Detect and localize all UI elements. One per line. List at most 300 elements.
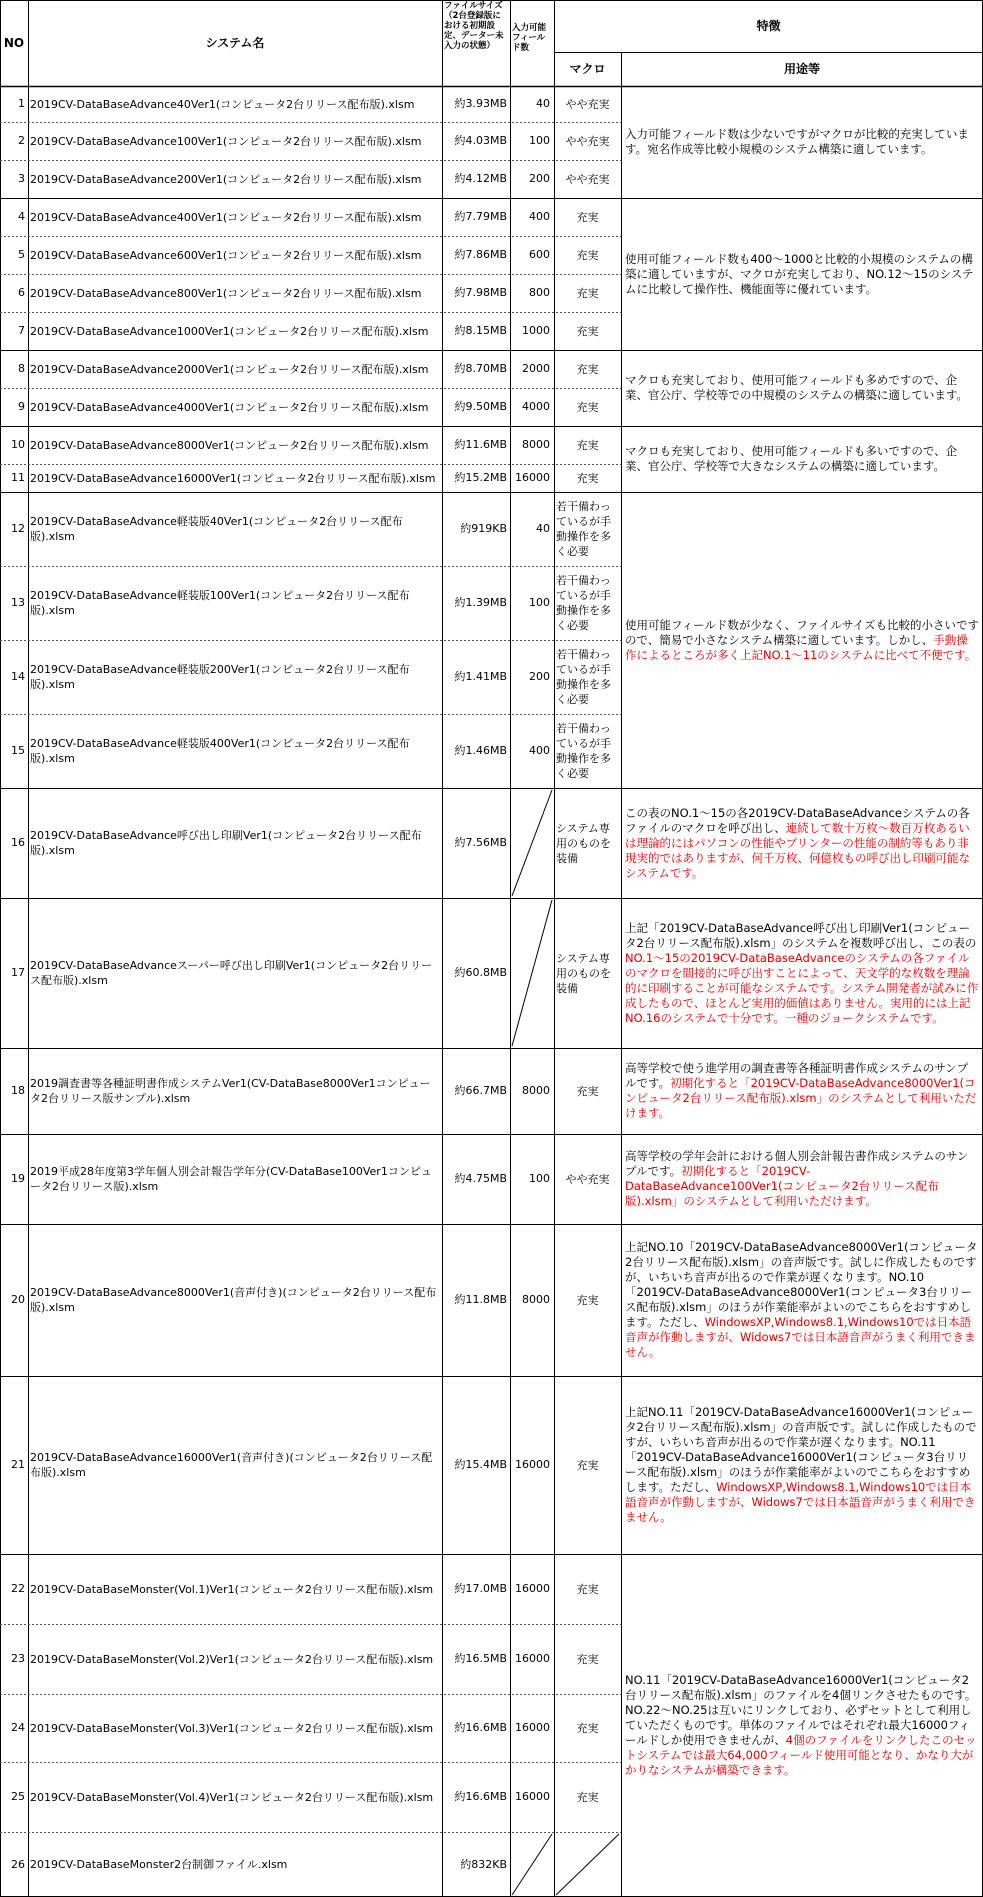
row-file-size-text: 約15.2MB [454, 471, 507, 484]
row-input-fields [510, 640, 554, 714]
row-system-name [28, 274, 442, 312]
row-input-fields-text: 16000 [515, 1721, 550, 1734]
row-macro-text: 充実 [576, 1721, 599, 1735]
row-no [0, 160, 28, 198]
row-system-name-text: 2019CV-DataBaseAdvance8000Ver1(コンピュータ2台リリース配布版).xlsm [30, 438, 429, 452]
row-no [0, 1376, 28, 1554]
row-system-name-text: 2019CV-DataBaseMonster2台制御ファイル.xlsm [30, 1858, 288, 1871]
row-file-size-text: 約8.70MB [454, 362, 507, 375]
row-input-fields [510, 312, 554, 350]
row-no-text: 3 [18, 172, 25, 185]
row-file-size-text: 約7.56MB [454, 836, 507, 849]
row-macro [554, 160, 621, 198]
row-input-fields-text: 40 [536, 97, 550, 110]
row-no [0, 312, 28, 350]
usage-text [625, 127, 979, 157]
usage-text [625, 618, 979, 663]
row-macro-text: 充実 [576, 400, 599, 414]
row-macro [554, 714, 621, 788]
row-macro-text: 若干備わっているが手動操作を多く必要 [556, 722, 611, 780]
row-macro [554, 86, 621, 122]
row-no [0, 1554, 28, 1624]
usage-cell [621, 1376, 983, 1554]
row-file-size [442, 464, 510, 492]
row-no [0, 1134, 28, 1224]
row-macro [554, 1762, 621, 1832]
row-system-name-text: 2019CV-DataBaseMonster(Vol.2)Ver1(コンピュータ2台リリース配布版).xlsm [30, 1652, 434, 1666]
row-no-text: 11 [11, 471, 25, 484]
usage-text [625, 1405, 979, 1525]
row-macro-text: 充実 [576, 1458, 599, 1472]
row-system-name-text: 2019CV-DataBaseAdvance軽装版40Ver1(コンピュータ2台リリース配布版).xlsm [30, 515, 403, 543]
usage-text [625, 806, 979, 881]
row-macro [554, 236, 621, 274]
row-macro-text: 充実 [576, 362, 599, 376]
row-macro-text: 充実 [576, 1084, 599, 1098]
row-macro-text: 充実 [576, 1790, 599, 1804]
row-macro-text: 充実 [576, 248, 599, 262]
row-input-fields-text: 200 [529, 670, 550, 683]
row-no [0, 566, 28, 640]
row-macro-text: やや充実 [565, 1172, 610, 1186]
row-file-size-text: 約9.50MB [454, 400, 507, 413]
row-system-name-text: 2019CV-DataBaseAdvance600Ver1(コンピュータ2台リリース配布版).xlsm [30, 248, 422, 262]
header-no: NO [3, 36, 25, 50]
row-macro [554, 350, 621, 388]
row-file-size [442, 1762, 510, 1832]
row-input-fields-text: 100 [529, 134, 550, 147]
row-macro-text: 充実 [576, 438, 599, 452]
row-macro-text: 充実 [576, 471, 599, 485]
row-file-size-text: 約60.8MB [454, 966, 507, 979]
usage-text-black: 上記NO.11「2019CV-DataBaseAdvance16000Ver1(コンピュータ2台リリース配布版).xlsm」の音声版です。試しに作成したものですが、いちいち音声が出るので作業が遅くなります。NO.11「2019CV-DataBaseAdvance16000Ver1(コンピュータ3台リリース配布版).xlsm」のほうが作業能率がよいのでこちらをおすすめします。ただし、 [625, 1405, 977, 1494]
row-macro-text: 若干備わっているが手動操作を多く必要 [556, 648, 611, 706]
usage-text [625, 1061, 979, 1121]
usage-text-black: マクロも充実しており、使用可能フィールドも多いですので、企業、官公庁、学校等で大きなシステムの構築に適しています。 [625, 444, 958, 473]
row-system-name-text: 2019CV-DataBaseAdvance800Ver1(コンピュータ2台リリース配布版).xlsm [30, 286, 422, 300]
row-macro [554, 1376, 621, 1554]
row-input-fields [510, 350, 554, 388]
row-input-fields [510, 160, 554, 198]
row-system-name [28, 898, 442, 1048]
row-macro-text: やや充実 [565, 172, 610, 186]
row-system-name-text: 2019CV-DataBaseAdvance8000Ver1(音声付き)(コンピュータ2台リリース配布版).xlsm [30, 1286, 437, 1314]
row-macro-text: 充実 [576, 286, 599, 300]
row-file-size [442, 1376, 510, 1554]
usage-text [625, 1149, 979, 1209]
row-input-fields-text: 8000 [522, 1084, 550, 1097]
usage-text [625, 1240, 979, 1360]
row-file-size-text: 約832KB [460, 1857, 507, 1871]
row-system-name-text: 2019平成28年度第3学年個人別会計報告学年分(CV-DataBase100Ver1コンピュータ2台リリース版).xlsm [30, 1165, 432, 1193]
row-no-text: 10 [11, 438, 25, 451]
row-no-text: 23 [11, 1652, 25, 1665]
row-macro-text: 充実 [576, 210, 599, 224]
row-no-text: 13 [11, 596, 25, 609]
row-no [0, 426, 28, 464]
usage-text-red: 初期化すると「2019CV-DataBaseAdvance100Ver1(コンピュータ2台リリース配布版).xlsm」のシステムとして利用いただけます。 [625, 1164, 939, 1208]
row-no [0, 1624, 28, 1694]
row-input-fields [510, 1762, 554, 1832]
usage-text [625, 444, 979, 474]
row-file-size [442, 86, 510, 122]
header-usage: 用途等 [783, 62, 820, 76]
row-system-name [28, 312, 442, 350]
row-file-size-text: 約17.0MB [454, 1582, 507, 1595]
header-system-name: システム名 [205, 36, 265, 50]
row-system-name-text: 2019CV-DataBaseAdvance4000Ver1(コンピュータ2台リリース配布版).xlsm [30, 400, 429, 414]
usage-text [625, 252, 979, 297]
row-no [0, 274, 28, 312]
usage-text-black: 上記「2019CV-DataBaseAdvance呼び出し印刷Ver1(コンピュータ2台リリース配布版).xlsm」のシステムを複数呼び出し、この表の [625, 920, 977, 950]
row-system-name [28, 640, 442, 714]
row-file-size [442, 274, 510, 312]
row-file-size [442, 1134, 510, 1224]
row-file-size-text: 約7.79MB [454, 210, 507, 223]
row-no [0, 464, 28, 492]
row-file-size-text: 約1.39MB [454, 596, 507, 609]
usage-text-black: 入力可能フィールド数は少ないですがマクロが比較的充実しています。宛名作成等比較小規模のシステム構築に適しています。 [625, 127, 969, 156]
row-macro [554, 788, 621, 898]
row-input-fields-text: 16000 [515, 1790, 550, 1803]
row-no [0, 1048, 28, 1134]
row-system-name-text: 2019CV-DataBaseAdvance1000Ver1(コンピュータ2台リリース配布版).xlsm [30, 324, 429, 338]
row-no [0, 1694, 28, 1762]
row-macro-text: システム専用のものを装備 [556, 821, 611, 865]
usage-text-red: 初期化すると「2019CV-DataBaseAdvance8000Ver1(コンピュータ2台リリース配布版).xlsm」のシステムとして利用いただけます。 [625, 1076, 977, 1120]
row-no-text: 15 [11, 744, 25, 757]
row-input-fields-text: 100 [529, 596, 550, 609]
row-no-text: 19 [11, 1172, 25, 1185]
row-system-name-text: 2019CV-DataBaseAdvance軽装版400Ver1(コンピュータ2台リリース配布版).xlsm [30, 737, 410, 765]
row-system-name [28, 1694, 442, 1762]
row-macro [554, 492, 621, 566]
usage-cell [621, 1048, 983, 1134]
row-system-name [28, 426, 442, 464]
row-no-text: 7 [18, 324, 25, 337]
row-macro [554, 898, 621, 1048]
row-macro [554, 1048, 621, 1134]
row-macro-text: 若干備わっているが手動操作を多く必要 [556, 574, 611, 632]
row-input-fields [510, 1224, 554, 1376]
usage-text-red: NO.1～15の2019CV-DataBaseAdvanceのシステムの各ファイルのマクロを間接的に呼び出すことによって、天文学的な枚数を理論的に印刷することが可能なシステムです。システム開発者が試みに作成したもので、ほとんど実用的価値はありません。実用的には上記NO.16のシステムで十分です。一種のジョークシステムです。 [625, 950, 979, 1025]
row-input-fields-text: 16000 [515, 1458, 550, 1471]
row-no [0, 492, 28, 566]
row-macro [554, 122, 621, 160]
row-macro-text: 充実 [576, 324, 599, 338]
row-system-name [28, 388, 442, 426]
row-file-size [442, 122, 510, 160]
row-input-fields [510, 426, 554, 464]
row-no [0, 788, 28, 898]
header-macro: マクロ [569, 62, 606, 76]
row-no-text: 4 [18, 210, 25, 223]
row-input-fields [510, 492, 554, 566]
row-system-name-text: 2019CV-DataBaseMonster(Vol.1)Ver1(コンピュータ2台リリース配布版).xlsm [30, 1582, 434, 1596]
row-system-name [28, 566, 442, 640]
row-input-fields-text: 8000 [522, 1293, 550, 1306]
row-file-size [442, 714, 510, 788]
row-file-size [442, 1694, 510, 1762]
usage-cell [621, 350, 983, 426]
row-system-name [28, 236, 442, 274]
usage-text-red: 連続して数十万枚～数百万枚あるいは理論的にはパソコンの性能やプリンターの性能の制約等もあり非現実的ではありますが、何千万枚、何億枚もの呼び出し印刷可能なシステムです。 [625, 820, 970, 880]
row-macro [554, 426, 621, 464]
row-system-name [28, 160, 442, 198]
row-macro [554, 312, 621, 350]
usage-text-black: この表のNO.1～15の各2019CV-DataBaseAdvanceシステムの各ファイルのマクロを呼び出し、 [625, 805, 970, 835]
usage-text [625, 921, 979, 1026]
row-input-fields [510, 236, 554, 274]
row-input-fields [510, 86, 554, 122]
row-no-text: 20 [11, 1293, 25, 1306]
row-file-size [442, 1832, 510, 1897]
row-system-name [28, 198, 442, 236]
row-macro-text: システム専用のものを装備 [556, 951, 611, 995]
row-file-size-text: 約11.6MB [454, 438, 507, 451]
row-no-text: 12 [11, 522, 25, 535]
row-file-size-text: 約15.4MB [454, 1458, 507, 1471]
row-no-text: 1 [18, 97, 25, 110]
row-system-name-text: 2019CV-DataBaseAdvance軽装版200Ver1(コンピュータ2台リリース配布版).xlsm [30, 663, 410, 691]
row-no [0, 1762, 28, 1832]
row-macro [554, 464, 621, 492]
header-input-fields: 入力可能フィールド数 [512, 23, 547, 53]
row-file-size [442, 312, 510, 350]
header-features: 特徴 [756, 19, 781, 33]
row-input-fields [510, 1134, 554, 1224]
row-input-fields [510, 714, 554, 788]
row-no-text: 6 [18, 286, 25, 299]
row-macro [554, 640, 621, 714]
row-file-size [442, 236, 510, 274]
row-input-fields-text: 40 [536, 522, 550, 535]
row-system-name [28, 1134, 442, 1224]
row-input-fields-text: 800 [529, 286, 550, 299]
row-system-name [28, 714, 442, 788]
row-no [0, 640, 28, 714]
row-no [0, 236, 28, 274]
row-macro [554, 1694, 621, 1762]
row-system-name-text: 2019CV-DataBaseAdvance100Ver1(コンピュータ2台リリース配布版).xlsm [30, 134, 422, 148]
row-system-name [28, 350, 442, 388]
usage-text-black: 使用可能フィールド数も400～1000と比較的小規模のシステムの構築に適していますが、マクロが充実しており、NO.12～15のシステムに比較して操作性、機能面等に優れています。 [625, 251, 974, 296]
row-input-fields-text: 16000 [515, 1652, 550, 1665]
row-system-name [28, 1832, 442, 1897]
row-file-size-text: 約7.98MB [454, 286, 507, 299]
usage-text [625, 373, 979, 403]
row-input-fields [510, 1376, 554, 1554]
row-file-size-text: 約4.03MB [454, 134, 507, 147]
usage-text-red: WindowsXP,Windows8.1,Windows10では日本語音声が作動しますが、Widows7では日本語音声がうまく利用できません。 [625, 1315, 976, 1359]
row-system-name-text: 2019CV-DataBaseAdvance400Ver1(コンピュータ2台リリース配布版).xlsm [30, 210, 422, 224]
row-no-text: 9 [18, 400, 25, 413]
row-no-text: 26 [11, 1857, 25, 1871]
row-macro [554, 1832, 621, 1897]
row-file-size [442, 350, 510, 388]
row-input-fields [510, 1048, 554, 1134]
row-system-name [28, 1048, 442, 1134]
row-file-size-text: 約8.15MB [454, 324, 507, 337]
row-file-size [442, 388, 510, 426]
row-no [0, 714, 28, 788]
row-system-name [28, 464, 442, 492]
usage-text-black: 上記NO.10「2019CV-DataBaseAdvance8000Ver1(コンピュータ2台リリース配布版).xlsm」の音声版です。試しに作成したものですが、いちいち音声が出るので作業が遅くなります。NO.10「2019CV-DataBaseAdvance8000Ver1(コンピュータ3台リリース配布版).xlsm」のほうが作業能率がよいのでこちらをおすすめします。ただし、 [625, 1240, 978, 1329]
row-system-name [28, 1762, 442, 1832]
row-file-size-text: 約16.6MB [454, 1790, 507, 1803]
row-file-size-text: 約3.93MB [454, 97, 507, 110]
row-system-name-text: 2019CV-DataBaseAdvance16000Ver1(コンピュータ2台リリース配布版).xlsm [30, 471, 436, 485]
usage-cell [621, 1134, 983, 1224]
row-file-size [442, 426, 510, 464]
usage-text-black: 高等学校の学年会計における個人別会計報告書作成システムのサンプルです。 [625, 1149, 969, 1178]
row-no-text: 21 [11, 1458, 25, 1471]
row-file-size-text: 約4.75MB [454, 1172, 507, 1185]
usage-text-black: マクロも充実しており、使用可能フィールドも多めですので、企業、官公庁、学校等での中規模のシステムの構築に適しています。 [625, 373, 968, 402]
row-input-fields [510, 122, 554, 160]
row-input-fields-text: 600 [529, 248, 550, 261]
row-file-size [442, 640, 510, 714]
row-file-size [442, 1048, 510, 1134]
row-input-fields-text: 4000 [522, 400, 550, 413]
row-file-size-text: 約66.7MB [454, 1084, 507, 1097]
row-input-fields [510, 1694, 554, 1762]
row-input-fields [510, 1832, 554, 1897]
usage-cell [621, 1554, 983, 1897]
row-no-text: 2 [18, 134, 25, 147]
row-macro [554, 1134, 621, 1224]
row-no-text: 24 [11, 1721, 25, 1734]
usage-cell [621, 492, 983, 788]
row-macro [554, 1554, 621, 1624]
row-system-name [28, 1224, 442, 1376]
usage-cell [621, 898, 983, 1048]
row-no [0, 388, 28, 426]
row-system-name [28, 1376, 442, 1554]
row-no-text: 25 [11, 1790, 25, 1803]
row-file-size [442, 1554, 510, 1624]
row-input-fields [510, 464, 554, 492]
row-file-size-text: 約919KB [460, 522, 507, 535]
row-file-size [442, 492, 510, 566]
usage-cell [621, 86, 983, 198]
usage-text-black: 高等学校で使う進学用の調査書等各種証明書作成システムのサンプルです。 [625, 1061, 969, 1090]
row-input-fields-text: 16000 [515, 1582, 550, 1595]
row-no-text: 16 [11, 836, 25, 849]
row-file-size [442, 898, 510, 1048]
row-system-name [28, 122, 442, 160]
usage-text [625, 1673, 979, 1778]
row-file-size [442, 1624, 510, 1694]
row-macro [554, 388, 621, 426]
row-macro [554, 1224, 621, 1376]
row-no [0, 86, 28, 122]
row-input-fields-text: 400 [529, 210, 550, 223]
row-file-size-text: 約11.8MB [454, 1293, 507, 1306]
row-input-fields-text: 400 [529, 744, 550, 757]
row-macro-text: 充実 [576, 1652, 599, 1666]
usage-text-red: 4個のファイルをリンクしたこのセットシステムでは最大64,000フィールド使用可能となり、かなり大がかりなシステムが構築できます。 [625, 1733, 977, 1777]
row-file-size [442, 1224, 510, 1376]
row-file-size [442, 160, 510, 198]
usage-text-red: 手動操作によるところが多く上記NO.1～11のシステムに比べて不便です。 [625, 632, 977, 662]
row-system-name-text: 2019CV-DataBaseAdvance2000Ver1(コンピュータ2台リリース配布版).xlsm [30, 362, 429, 376]
row-input-fields [510, 198, 554, 236]
row-input-fields [510, 1624, 554, 1694]
row-no [0, 1832, 28, 1897]
row-system-name-text: 2019CV-DataBaseAdvance40Ver1(コンピュータ2台リリース配布版).xlsm [30, 97, 415, 111]
row-macro-text: 充実 [576, 1293, 599, 1307]
usage-cell [621, 198, 983, 350]
row-system-name-text: 2019CV-DataBaseMonster(Vol.4)Ver1(コンピュータ2台リリース配布版).xlsm [30, 1790, 434, 1804]
row-file-size [442, 198, 510, 236]
row-system-name-text: 2019CV-DataBaseAdvanceスーパー呼び出し印刷Ver1(コンピュータ2台リリース配布版).xlsm [30, 959, 433, 987]
row-input-fields-text: 200 [529, 172, 550, 185]
row-macro [554, 566, 621, 640]
row-file-size-text: 約1.41MB [454, 670, 507, 683]
row-input-fields-text: 100 [529, 1172, 550, 1185]
row-system-name-text: 2019CV-DataBaseAdvance軽装版100Ver1(コンピュータ2台リリース配布版).xlsm [30, 589, 410, 617]
row-no [0, 898, 28, 1048]
row-system-name [28, 1624, 442, 1694]
row-input-fields [510, 1554, 554, 1624]
usage-cell [621, 426, 983, 492]
row-input-fields [510, 788, 554, 898]
row-input-fields [510, 388, 554, 426]
row-input-fields-text: 16000 [515, 471, 550, 484]
row-no-text: 5 [18, 248, 25, 261]
row-input-fields [510, 898, 554, 1048]
row-system-name [28, 86, 442, 122]
row-no-text: 22 [11, 1582, 25, 1595]
row-system-name [28, 492, 442, 566]
usage-cell [621, 1224, 983, 1376]
row-no [0, 198, 28, 236]
row-no [0, 350, 28, 388]
row-system-name [28, 788, 442, 898]
row-system-name-text: 2019CV-DataBaseAdvance200Ver1(コンピュータ2台リリース配布版).xlsm [30, 172, 422, 186]
row-system-name-text: 2019CV-DataBaseMonster(Vol.3)Ver1(コンピュータ2台リリース配布版).xlsm [30, 1721, 434, 1735]
row-no [0, 122, 28, 160]
row-no-text: 14 [11, 670, 25, 683]
header-file-size: ファイルサイズ（2台登録版における初期設定、データー未入力の状態） [444, 1, 504, 51]
row-no-text: 17 [11, 966, 25, 979]
row-no-text: 8 [18, 362, 25, 375]
row-file-size-text: 約16.5MB [454, 1652, 507, 1665]
row-no [0, 1224, 28, 1376]
usage-text-red: WindowsXP,Windows8.1,Windows10では日本語音声が作動しますが、Widows7では日本語音声がうまく利用できません。 [625, 1480, 976, 1524]
row-file-size-text: 約4.12MB [454, 172, 507, 185]
row-file-size [442, 788, 510, 898]
row-system-name-text: 2019CV-DataBaseAdvance16000Ver1(音声付き)(コンピュータ2台リリース配布版).xlsm [30, 1451, 433, 1479]
row-macro-text: 若干備わっているが手動操作を多く必要 [556, 500, 611, 558]
row-system-name-text: 2019調査書等各種証明書作成システムVer1(CV-DataBase8000Ver1コンピュータ2台リリース版サンプル).xlsm [30, 1077, 431, 1105]
usage-cell [621, 788, 983, 898]
usage-text-black: NO.11「2019CV-DataBaseAdvance16000Ver1(コンピュータ2台リリース配布版).xlsm」のファイルを4個リンクさせたものです。NO.22～NO.25は互いにリンクしており、必ずセットとして利用していただくものです。単体のファイルではそれぞれ最大16000フィールドしか使用できませんが、 [625, 1673, 977, 1747]
row-input-fields-text: 1000 [522, 324, 550, 337]
row-input-fields-text: 2000 [522, 362, 550, 375]
row-file-size-text: 約7.86MB [454, 248, 507, 261]
row-file-size-text: 約16.6MB [454, 1721, 507, 1734]
row-no-text: 18 [11, 1084, 25, 1097]
row-file-size-text: 約1.46MB [454, 744, 507, 757]
row-system-name-text: 2019CV-DataBaseAdvance呼び出し印刷Ver1(コンピュータ2台リリース配布版).xlsm [30, 829, 422, 857]
usage-text-black: 使用可能フィールド数が少なく、ファイルサイズも比較的小さいですので、簡易で小さなシステム構築に適しています。しかし、 [625, 617, 979, 647]
row-macro [554, 1624, 621, 1694]
row-macro [554, 198, 621, 236]
row-input-fields [510, 566, 554, 640]
row-input-fields [510, 274, 554, 312]
